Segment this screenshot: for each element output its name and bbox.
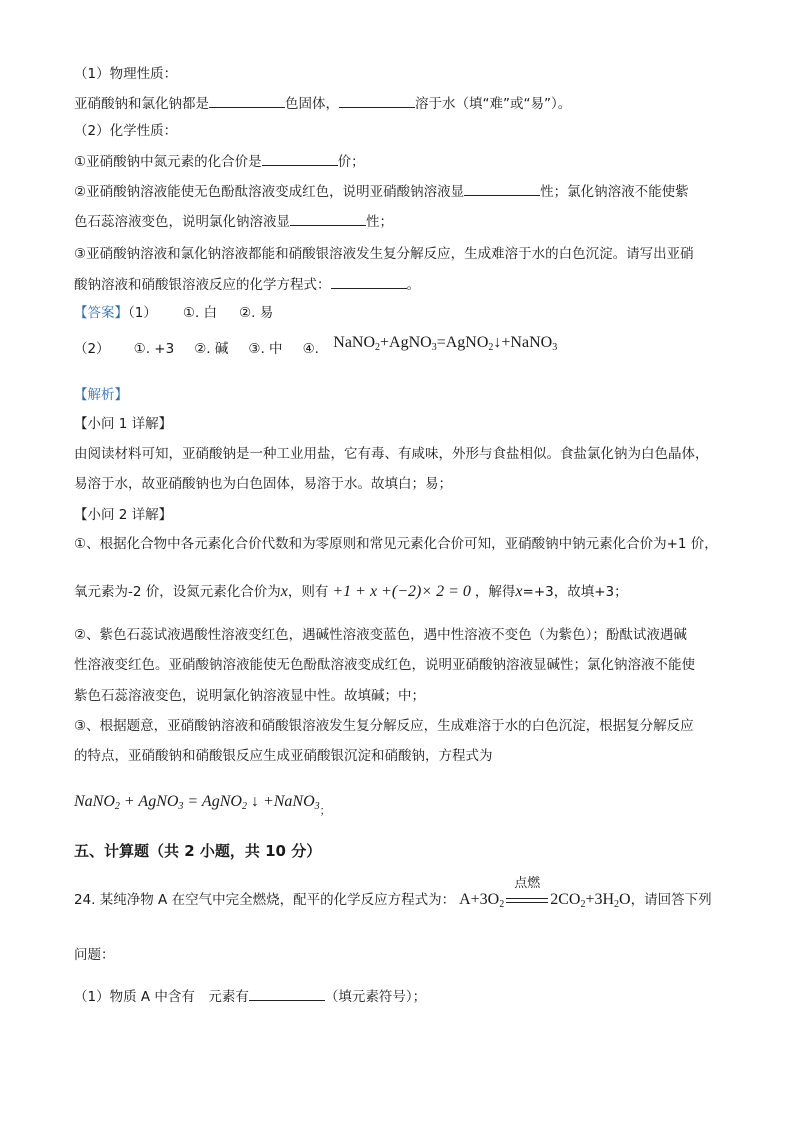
sub2-para-4: 性溶液变红色。亚硝酸钠溶液能使无色酚酞溶液变成红色，说明亚硝酸钠溶液显碱性；氯化钠溶液不能使 [74,657,695,673]
q24-sub1: （1）物质 A 中含有 元素有 （填元素符号）； [74,985,426,1007]
blank-nano2-property[interactable] [464,180,540,196]
answer-1-b: ②. 易 [239,305,274,321]
sub2-equation-line: NaNO$_2$ + AgNO$_3$ = AgNO$_2$ ↓ +NaNO$_{3;}$ [74,793,331,817]
sub2-para-5: 紫色石蕊溶液变色，说明氯化钠溶液显中性。故填碱；中； [74,688,425,704]
q2-2d-text: 性； [366,214,393,230]
sub2-para-7: 的特点，亚硝酸钠和硝酸银反应生成亚硝酸银沉淀和硝酸钠，方程式为 [74,748,493,764]
blank-valence[interactable] [262,150,338,166]
q2-item-3-cont [74,273,420,295]
answer-2-b: ②. 碱 [194,341,229,357]
blank-color[interactable] [209,92,285,108]
q24-equation: $A+3O_2$ 点燃 $2CO_2+3H_2O$ [459,876,631,910]
answer-2-d: ④. [302,341,319,357]
q2-3c-text: 。 [406,277,420,293]
blank-solubility[interactable] [339,92,415,108]
blank-nacl-property[interactable] [290,210,366,226]
sub2-para-3: ②、紫色石蕊试液遇酸性溶液变红色，遇碱性溶液变蓝色，遇中性溶液不变色（为紫色）；酚酞试液遇碱 [74,627,687,643]
answer-2-a: ①. +3 [133,341,175,357]
q2-item-2-cont [74,210,393,232]
answer-tag: 【答案】 [74,305,128,321]
sub1-para-1: 由阅读材料可知，亚硝酸钠是一种工业用盐，它有毒、有咸味，外形与食盐相似。食盐氯化钠为白色晶体， [74,446,709,462]
sub2-title: 【小问 2 详解】 [74,507,173,523]
answer-1-num: （1） [128,305,157,321]
valence-equation: +1 + x +(−2)× 2 = 0 [332,583,471,600]
analysis-tag: 【解析】 [74,387,128,403]
ignite-condition: 点燃 [514,876,541,891]
q2-2c-text: 色石蕊溶液变色，说明氯化钠溶液显 [74,214,290,230]
q2-2-tail: 性；氯化钠溶液不能使紫 [540,184,689,200]
answer-line-2 [74,334,558,359]
sub2-para-1: ①、根据化合物中各元素化合价代数和为零原则和常见元素化合价可知，亚硝酸钠中钠元素化合价为+1 价， [74,536,718,552]
q1-line [74,92,571,114]
q1-text-b: 色固体， [285,96,339,112]
answer-2-num: （2） [74,341,110,357]
q1-title: （1）物理性质： [74,66,178,82]
q2-2-text: ②亚硝酸钠溶液能使无色酚酞溶液变成红色，说明亚硝酸钠溶液显 [74,184,465,200]
q1-text-c: 溶于水（填“难”或“易”）。 [415,96,572,112]
sub1-title: 【小问 1 详解】 [74,416,173,432]
answer-line-1 [74,303,273,323]
q1-text-a: 亚硝酸钠和氯化钠都是 [74,96,209,112]
q24-line: 24. 某纯净物 A 在空气中完全燃烧，配平的化学反应方程式为： $A+3O_2$ 点燃 $2CO_2+3H_2O$，请回答下列 [74,876,712,910]
q2-item-1 [74,150,365,172]
q2-3b-text: 酸钠溶液和硝酸银溶液反应的化学方程式： [74,277,331,293]
sub2-para-6: ③、根据题意，亚硝酸钠溶液和硝酸银溶液发生复分解反应，生成难溶于水的白色沉淀，根据复分解反应 [74,718,694,734]
q2-item-3: ③亚硝酸钠溶液和氯化钠溶液都能和硝酸银溶液发生复分解反应，生成难溶于水的白色沉淀。请写出亚硝 [74,246,694,262]
blank-equation[interactable] [331,273,407,289]
sub1-para-2: 易溶于水，故亚硝酸钠也为白色固体，易溶于水。故填白；易； [74,476,452,492]
q2-item-2 [74,180,689,202]
q2-title: （2）化学性质： [74,123,178,139]
sub2-para-2: 氧元素为-2 价，设氮元素化合价为x，则有 +1 + x +(−2)× 2 = 0 ，解得x=+3，故填+3； [74,583,628,600]
answer-equation: NaNO$_2$+AgNO$_3$=AgNO$_2$↓+NaNO$_3$ [333,334,558,353]
answer-1-a: ①. 白 [182,305,218,321]
q24-line-2: 问题： [74,947,115,963]
q2-1-text: ①亚硝酸钠中氮元素的化合价是 [74,154,262,170]
section-title: 五、计算题（共 2 小题，共 10 分） [74,842,322,860]
answer-2-c: ③. 中 [248,341,283,357]
blank-elements[interactable] [249,985,325,1001]
q2-1-tail: 价； [337,154,365,170]
italic-equation: NaNO$_2$ + AgNO$_3$ = AgNO$_2$ ↓ +NaNO$_3$ [74,793,320,812]
